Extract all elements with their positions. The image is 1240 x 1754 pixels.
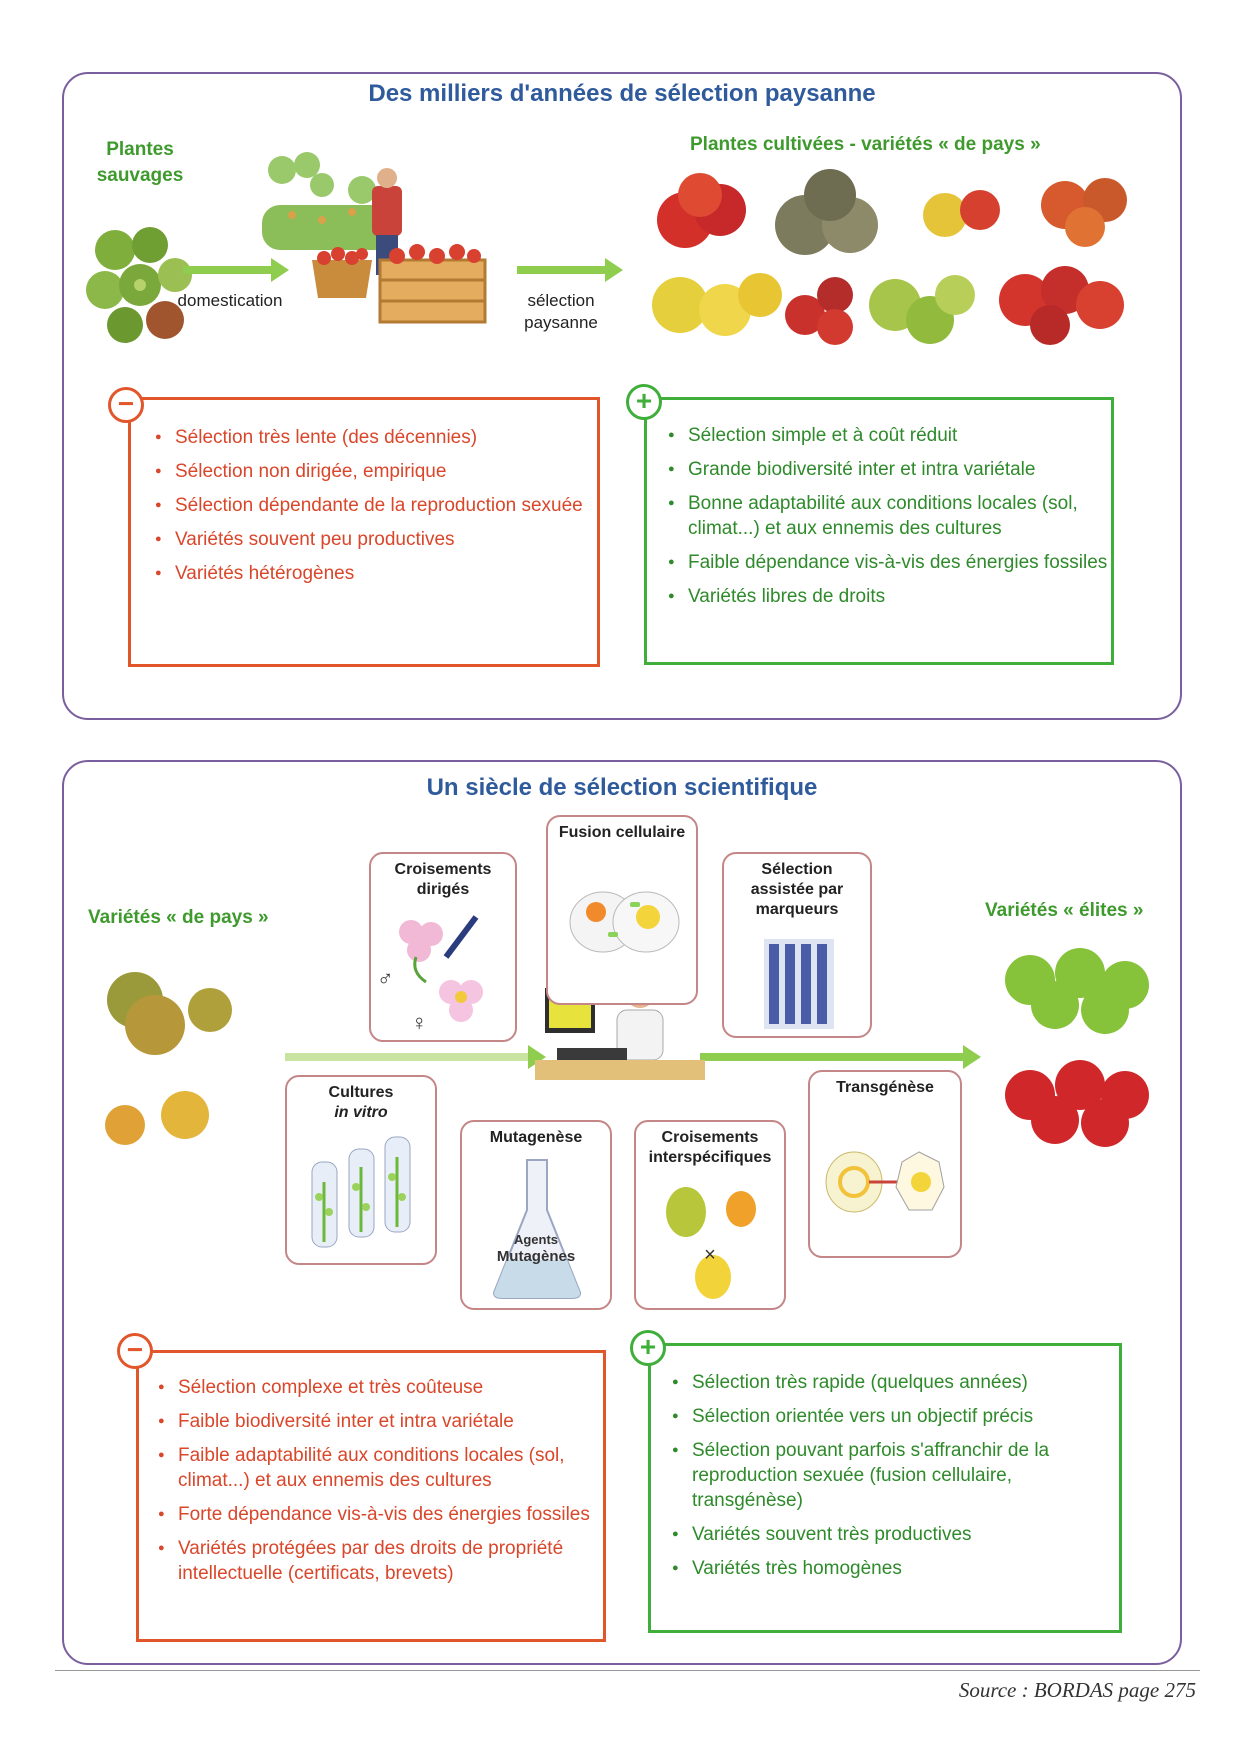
mutagenesis-card xyxy=(460,1120,612,1310)
list-item: ● Faible dépendance vis-à-vis des énergies fossiles xyxy=(668,550,1108,575)
list-item: ● Variétés protégées par des droits de propriété intellectuelle (certificats, brevets) xyxy=(158,1536,598,1586)
plus-icon: + xyxy=(630,1330,666,1366)
panel-title: Un siècle de sélection scientifique xyxy=(426,774,818,801)
wild-plants-label: Plantes sauvages xyxy=(96,139,184,186)
list-item: ● Forte dépendance vis-à-vis des énergies fossiles xyxy=(158,1502,598,1527)
list-item: ● Variétés très homogènes xyxy=(672,1556,1112,1581)
elite-varieties-label: Variétés « élites » xyxy=(985,900,1144,921)
list-item: ● Faible adaptabilité aux conditions locales (sol, climat...) et aux ennemis des cultures xyxy=(158,1443,598,1493)
flower-icon xyxy=(386,912,506,1032)
list-item: ● Variétés hétérogènes xyxy=(155,561,585,586)
list-item: ● Sélection très rapide (quelques années) xyxy=(672,1370,1112,1395)
mutagens-label: Mutagènes xyxy=(496,1248,576,1265)
test-tubes-icon xyxy=(307,1137,417,1257)
selection-progress-arrow xyxy=(700,1053,965,1061)
method-label: Croisements interspécifiques xyxy=(648,1129,772,1166)
flask-icon xyxy=(492,1160,582,1300)
farmer-harvest-illustration xyxy=(262,150,502,335)
list-item: ● Variétés souvent peu productives xyxy=(155,527,585,552)
advantages-list xyxy=(668,423,1108,618)
dna-gel-icon xyxy=(764,939,834,1029)
cultivated-apples-illustration xyxy=(645,165,1165,365)
cell-fusion-icon xyxy=(568,887,680,957)
list-item: ● Sélection dépendante de la reproduction sexuée xyxy=(155,493,585,518)
cultures-label: Cultures xyxy=(328,1084,394,1101)
method-label xyxy=(291,1083,431,1123)
drawbacks-list xyxy=(158,1375,598,1595)
list-item: ● Sélection pouvant parfois s'affranchir de la reproduction sexuée (fusion cellulaire, transgénèse) xyxy=(672,1438,1112,1513)
drawbacks-list xyxy=(155,425,585,595)
list-item: ● Variétés souvent très productives xyxy=(672,1522,1112,1547)
source-citation: Source : BORDAS page 275 xyxy=(958,1678,1196,1702)
in-vitro-culture-card xyxy=(285,1075,437,1265)
list-item: ● Sélection non dirigée, empirique xyxy=(155,459,585,484)
plasmid-icon xyxy=(824,1142,950,1222)
list-item: ● Sélection complexe et très coûteuse xyxy=(158,1375,598,1400)
method-label: Mutagenèse xyxy=(489,1129,583,1146)
list-item: ● Sélection simple et à coût réduit xyxy=(668,423,1108,448)
domestication-arrow xyxy=(183,266,273,274)
elite-varieties-apples xyxy=(1000,945,1160,1155)
cross-symbol: × xyxy=(704,1244,716,1266)
marker-assisted-selection-card xyxy=(722,852,872,1038)
plus-icon: + xyxy=(626,384,662,420)
list-item: ● Bonne adaptabilité aux conditions locales (sol, climat...) et aux ennemis des cultures xyxy=(668,491,1108,541)
male-symbol: ♂ xyxy=(377,966,394,991)
directed-crossing-card xyxy=(369,852,517,1042)
interspecific-crossing-card xyxy=(634,1120,786,1310)
method-label: Transgénèse xyxy=(836,1079,934,1096)
transgenesis-card xyxy=(808,1070,962,1258)
in-vitro-label: in vitro xyxy=(334,1104,388,1121)
selection-arrow xyxy=(517,266,607,274)
method-label: Fusion cellulaire xyxy=(558,824,686,841)
minus-icon: − xyxy=(108,387,144,423)
list-item: ● Faible biodiversité inter et intra variétale xyxy=(158,1409,598,1434)
local-varieties-label: Variétés « de pays » xyxy=(88,907,269,928)
footer-divider xyxy=(55,1670,1200,1671)
list-item: ● Grande biodiversité inter et intra variétale xyxy=(668,457,1108,482)
advantages-list xyxy=(672,1370,1112,1590)
method-label: Sélection assistée par marqueurs xyxy=(750,861,844,918)
cultivated-plants-label: Plantes cultivées - variétés « de pays » xyxy=(690,134,1041,155)
list-item: ● Sélection très lente (des décennies) xyxy=(155,425,585,450)
agents-label: Agents xyxy=(513,1232,559,1247)
domestication-label: domestication xyxy=(177,291,283,310)
minus-icon: − xyxy=(117,1333,153,1369)
wild-apples-illustration xyxy=(80,220,200,350)
list-item: ● Sélection orientée vers un objectif précis xyxy=(672,1404,1112,1429)
list-item: ● Variétés libres de droits xyxy=(668,584,1108,609)
local-varieties-apples xyxy=(100,965,240,1160)
selection-label: sélection paysanne xyxy=(524,291,598,332)
progress-bar-left xyxy=(285,1053,530,1061)
female-symbol: ♀ xyxy=(411,1010,428,1035)
cell-fusion-card xyxy=(546,815,698,1005)
panel-title: Des milliers d'années de sélection paysanne xyxy=(368,80,876,107)
method-label: Croisements dirigés xyxy=(394,861,492,898)
